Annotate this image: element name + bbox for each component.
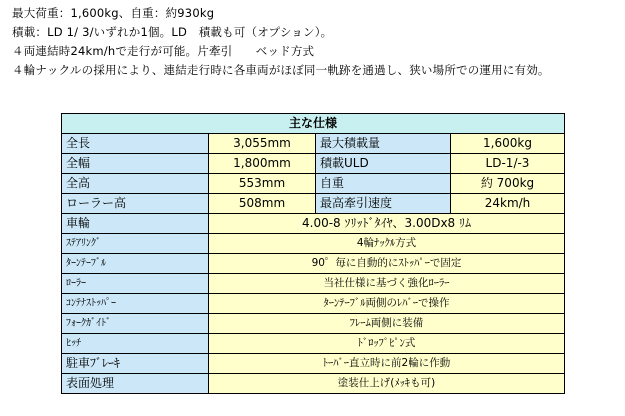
spec-value: 24km/h	[451, 194, 565, 214]
spec-label: 積載ULD	[316, 154, 451, 174]
spec-label: ｺﾝﾃﾅｽﾄｯﾊﾟｰ	[62, 294, 209, 314]
spec-value: 3,055mm	[209, 134, 316, 154]
spec-value: ﾀｰﾝﾃｰﾌﾞﾙ両側のﾚﾊﾞｰで操作	[209, 294, 565, 314]
spec-row	[62, 234, 565, 254]
spec-label: ｽﾃｱﾘﾝｸﾞ	[62, 234, 209, 254]
spec-label: ﾛｰﾗｰ	[62, 274, 209, 294]
intro-line-4: ４輪ナックルの採用により、連結走行時に各車両がほぼ同一軌跡を通過し、狭い場所での運用に有効。	[12, 63, 550, 77]
spec-label: ﾌｫｰｸｶﾞｲﾄﾞ	[62, 314, 209, 334]
spec-value: 1,800mm	[209, 154, 316, 174]
spec-row	[62, 214, 565, 234]
spec-value: 当社仕様に基づく強化ﾛｰﾗｰ	[209, 274, 565, 294]
spec-value: ﾄﾞﾛｯﾌﾟﾋﾟﾝ式	[209, 334, 565, 354]
spec-value: ﾌﾚｰﾑ両側に装備	[209, 314, 565, 334]
spec-value: 553mm	[209, 174, 316, 194]
spec-value: ﾄｰﾊﾞｰ直立時に前2輪に作動	[209, 354, 565, 374]
spec-label: 全高	[62, 174, 209, 194]
spec-row	[62, 174, 565, 194]
spec-value: 508mm	[209, 194, 316, 214]
spec-value: 4輪ﾅｯｸﾙ方式	[209, 234, 565, 254]
intro-line-2: 積載：LD 1/ 3/いずれか1個。LD 積載も可（オプション）。	[12, 25, 333, 39]
spec-label: 全長	[62, 134, 209, 154]
intro-line-3: ４両連結時24km/hで走行が可能。片牽引 ベッド方式	[12, 44, 315, 58]
spec-row	[62, 254, 565, 274]
spec-value: LD-1/-3	[451, 154, 565, 174]
spec-label: 全幅	[62, 154, 209, 174]
spec-row	[62, 134, 565, 154]
intro-text	[12, 4, 622, 80]
spec-row	[62, 154, 565, 174]
spec-label: 自重	[316, 174, 451, 194]
spec-row	[62, 314, 565, 334]
spec-label: ﾋｯﾁ	[62, 334, 209, 354]
spec-label: 駐車ﾌﾞﾚｰｷ	[62, 354, 209, 374]
spec-row	[62, 334, 565, 354]
spec-value: 4.00-8 ｿﾘｯﾄﾞﾀｲﾔ、3.00Dx8 ﾘﾑ	[209, 214, 565, 234]
spec-row	[62, 194, 565, 214]
spec-label: 車輪	[62, 214, 209, 234]
spec-title-row	[62, 114, 565, 134]
spec-label: 最高牽引速度	[316, 194, 451, 214]
spec-label: ﾀｰﾝﾃｰﾌﾞﾙ	[62, 254, 209, 274]
spec-table-title: 主な仕様	[62, 114, 565, 134]
spec-value: 塗装仕上げ(ﾒｯｷも可)	[209, 374, 565, 394]
intro-line-1: 最大荷重：1,600kg、自重：約930kg	[12, 6, 215, 20]
spec-row	[62, 294, 565, 314]
spec-row	[62, 274, 565, 294]
spec-value: 約 700kg	[451, 174, 565, 194]
spec-table	[61, 113, 565, 394]
spec-value: 1,600kg	[451, 134, 565, 154]
spec-label: 最大積載量	[316, 134, 451, 154]
spec-row	[62, 374, 565, 394]
spec-value: 90゜毎に自動的にｽﾄｯﾊﾟｰで固定	[209, 254, 565, 274]
spec-label: 表面処理	[62, 374, 209, 394]
spec-row	[62, 354, 565, 374]
spec-label: ローラー高	[62, 194, 209, 214]
